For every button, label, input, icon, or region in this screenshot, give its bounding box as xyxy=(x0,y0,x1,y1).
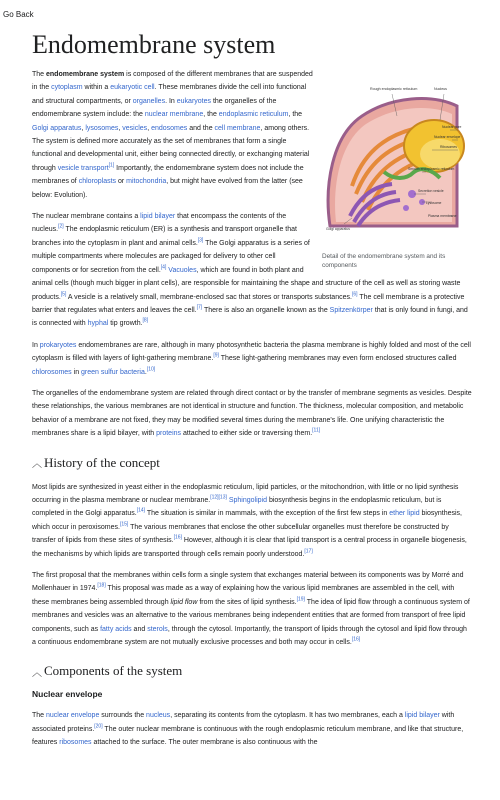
inline-link[interactable]: proteins xyxy=(156,430,182,438)
inline-link[interactable]: vesicle transport xyxy=(57,164,109,172)
citation-link[interactable]: [5] xyxy=(60,291,67,298)
citation-link[interactable]: [15] xyxy=(119,521,129,528)
citation-link[interactable]: [14] xyxy=(136,508,146,515)
inline-link[interactable]: chloroplasts xyxy=(78,178,117,186)
label-lysosome: Lysosome xyxy=(426,201,442,205)
inline-link[interactable]: chlorosomes xyxy=(32,368,72,376)
inline-link[interactable]: lipid bilayer xyxy=(140,213,176,221)
citation-link[interactable]: [4] xyxy=(160,264,167,271)
inline-link[interactable]: nuclear envelope xyxy=(46,712,100,720)
history-paragraph-1: Most lipids are synthesized in yeast either in the endoplasmic reticulum, lipid particles, or the mitochondrion, with little or no lipid synthesis occurring in the plasma membrane or nuclear membrane.[12][13] Sphingolipid biosynthesis begins in the endoplasmic reticulum, but is completed in the Golgi apparatus.[14] The situation is similar in mammals, with the exception of the first few steps in ether lipid biosynthesis, which occur in peroxisomes.[15] The various membranes that enclose the other subcellular organelles must therefore be constructed by transfer of lipids from these sites of synthesis.[16] However, although it is clear that lipid transport is a central process in organelle biogenesis, the mechanisms by which lipids are transported through cells remain poorly understood.[17] xyxy=(32,483,467,558)
go-back-link[interactable]: Go Back xyxy=(3,10,34,19)
citation-link[interactable]: [9] xyxy=(213,352,219,359)
citation-link[interactable]: [16] xyxy=(351,636,361,643)
citation-link[interactable]: [18] xyxy=(97,583,106,590)
label-smooth-er: Smooth endoplasmic reticulum xyxy=(408,167,455,171)
inline-link[interactable]: hyphal xyxy=(87,320,109,328)
inline-link[interactable]: sterols xyxy=(147,625,168,633)
subsection-nuclear-envelope: Nuclear envelope xyxy=(32,689,103,700)
section-history-title: History of the concept xyxy=(44,454,160,470)
citation-link[interactable]: [20] xyxy=(94,723,103,730)
inline-link[interactable]: nuclear membrane xyxy=(144,111,204,119)
intro-paragraph-3: In prokaryotes endomembranes are rare, although in many photosynthetic bacteria the plasma membrane is highly folded and most of the cell cytoplasm is filled with layers of light-gathering membrane.[9] These light-gathering membranes may even form enclosed structures called chlorosomes in green sulfur bacteria.[10] xyxy=(32,341,471,376)
label-golgi: Golgi apparatus xyxy=(326,227,350,231)
chevron-up-icon: ︿ xyxy=(32,459,42,471)
citation-link[interactable]: [10] xyxy=(146,366,156,373)
inline-link[interactable]: Sphingolipid xyxy=(228,496,267,504)
inline-link[interactable]: cytoplasm xyxy=(51,84,83,92)
citation-link[interactable]: [12][13] xyxy=(210,494,227,501)
inline-link[interactable]: ether lipid xyxy=(389,510,420,518)
inline-link[interactable]: Spitzenkörper xyxy=(329,306,373,314)
inline-link[interactable]: vesicles xyxy=(122,124,148,132)
inline-link[interactable]: Vacuoles xyxy=(168,266,197,274)
citation-link[interactable]: [3] xyxy=(197,237,204,244)
section-components-title: Components of the system xyxy=(44,663,183,679)
italic-term: lipid flow xyxy=(170,598,198,606)
citation-link[interactable]: [11] xyxy=(312,427,321,434)
chevron-up-icon: ︿ xyxy=(32,667,42,679)
figure-caption: Detail of the endomembrane system and its components xyxy=(322,253,446,269)
inline-link[interactable]: ribosomes xyxy=(59,739,92,747)
citation-link[interactable]: [7] xyxy=(196,304,203,311)
label-secretion-vesicle: Secretion vesicle xyxy=(418,189,444,193)
intro-paragraph-4: The organelles of the endomembrane system are related through direct contact or by the transfer of membrane segments as vesicles. Despite these relationships, the various membranes are not identical in structure and function. The thickness, molecular composition, and metabolic behavior of a membrane are not fixed, they may be modified several times during the membrane's life. One unifying characteristic the membranes share is a lipid bilayer, with proteins attached to either side or traversing them.[11] xyxy=(32,389,472,438)
label-nuclear-envelope: Nuclear envelope xyxy=(434,135,461,139)
components-paragraph-1: The nuclear envelope surrounds the nucleus, separating its contents from the cytoplasm. It has two membranes, each a lipid bilayer with associated proteins.[20] The outer nuclear membrane is continuous with the rough endoplasmic reticulum membrane, and like that structure, features ribosomes attached to the surface. The outer membrane is also continuous with the xyxy=(32,712,464,747)
label-plasma-membrane: Plasma membrane xyxy=(428,214,457,218)
inline-link[interactable]: endosomes xyxy=(151,124,188,132)
inline-link[interactable]: endoplasmic reticulum xyxy=(218,111,289,119)
citation-link[interactable]: [17] xyxy=(304,548,313,555)
intro-paragraph-2: The nuclear membrane contains a lipid bilayer that encompass the contents of the nucleus.[2] The endoplasmic reticulum (ER) is a synthesis and transport organelle that branches into the cytoplasm in plant and animal cells.[3] The Golgi apparatus is a series of multiple compartments where molecules are packaged for delivery to other cell components or for secretion from the cell.[4] Vacuoles, which are found in both plant and animal cells (though much bigger in plant cells), are responsible for maintaining the shape and structure of the cell as well as storing waste products.[5] A vesicle is a relatively small, membrane-enclosed sac that stores or transports substances.[6] The cell membrane is a protective barrier that regulates what enters and leaves the cell.[7] There is also an organelle known as the Spitzenkörper that is only found in fungi, and is connected with hyphal tip growth.[8] xyxy=(32,213,468,328)
figure xyxy=(322,76,472,270)
citation-link[interactable]: [16] xyxy=(173,534,182,541)
history-paragraph-2: The first proposal that the membranes within cells form a single system that exchanges material between its components was by Morré and Mollenhauer in 1974.[18] This proposal was made as a way of explaining how the various lipid membranes are assembled in the cell, with these membranes being assembled through lipid flow from the sites of lipid synthesis.[19] The idea of lipid flow through a continuous system of membranes and vesicles was an alternative to the various membranes being independent entities that are formed from transport of free lipid components, such as fatty acids and sterols, through the cytosol. Importantly, the transport of lipids through the cytosol and lipid flow through a continuous endomembrane system are not mutually exclusive processes and both may occur in cells.[16] xyxy=(32,572,470,647)
intro-paragraph-1: The endomembrane system is composed of the different membranes that are suspended in the cytoplasm within a eukaryotic cell. These membranes divide the cell into functional and structural compartments, or organelles. In eukaryotes the organelles of the endomembrane system include: the nuclear membrane, the endoplasmic reticulum, the Golgi apparatus, lysosomes, vesicles, endosomes and the cell membrane, among others. The system is defined more accurately as the set of membranes that form a single functional and developmental unit, either being connected directly, or exchanging material through vesicle transport[1] Importantly, the endomembrane system does not include the membranes of chloroplasts or mitochondria, but might have evolved from the latter (see below: Evolution). xyxy=(32,71,313,199)
inline-link[interactable]: fatty acids xyxy=(100,625,132,633)
section-components-heading[interactable] xyxy=(32,663,472,679)
inline-link[interactable]: lipid bilayer xyxy=(404,712,440,720)
label-nuclear-pore: Nuclear pore xyxy=(442,125,462,129)
inline-link[interactable]: mitochondria xyxy=(126,178,167,186)
inline-link[interactable]: green sulfur bacteria xyxy=(81,368,145,376)
inline-link[interactable]: cell membrane xyxy=(214,124,261,132)
citation-link[interactable]: [6] xyxy=(351,291,358,298)
endomembrane-diagram[interactable] xyxy=(322,76,472,246)
inline-link[interactable]: Golgi apparatus xyxy=(32,124,82,132)
label-rough-er: Rough endoplasmic reticulum xyxy=(370,87,418,91)
citation-link[interactable]: [19] xyxy=(296,596,305,603)
inline-link[interactable]: organelles xyxy=(132,97,166,105)
bold-term: endomembrane system xyxy=(46,71,125,78)
inline-link[interactable]: eukaryotes xyxy=(176,97,212,105)
inline-link[interactable]: nucleus xyxy=(146,712,171,720)
inline-link[interactable]: prokaryotes xyxy=(39,341,77,349)
citation-link[interactable]: [1] xyxy=(108,162,115,169)
page-title: Endomembrane system xyxy=(32,30,276,59)
label-nucleus: Nucleus xyxy=(434,87,447,91)
label-ribosomes: Ribosomes xyxy=(440,145,457,149)
inline-link[interactable]: lysosomes xyxy=(85,124,119,132)
citation-link[interactable]: [2] xyxy=(58,224,64,231)
inline-link[interactable]: eukaryotic cell xyxy=(110,84,155,92)
article xyxy=(32,30,472,758)
section-history-heading[interactable] xyxy=(32,455,472,471)
citation-link[interactable]: [8] xyxy=(142,317,149,324)
